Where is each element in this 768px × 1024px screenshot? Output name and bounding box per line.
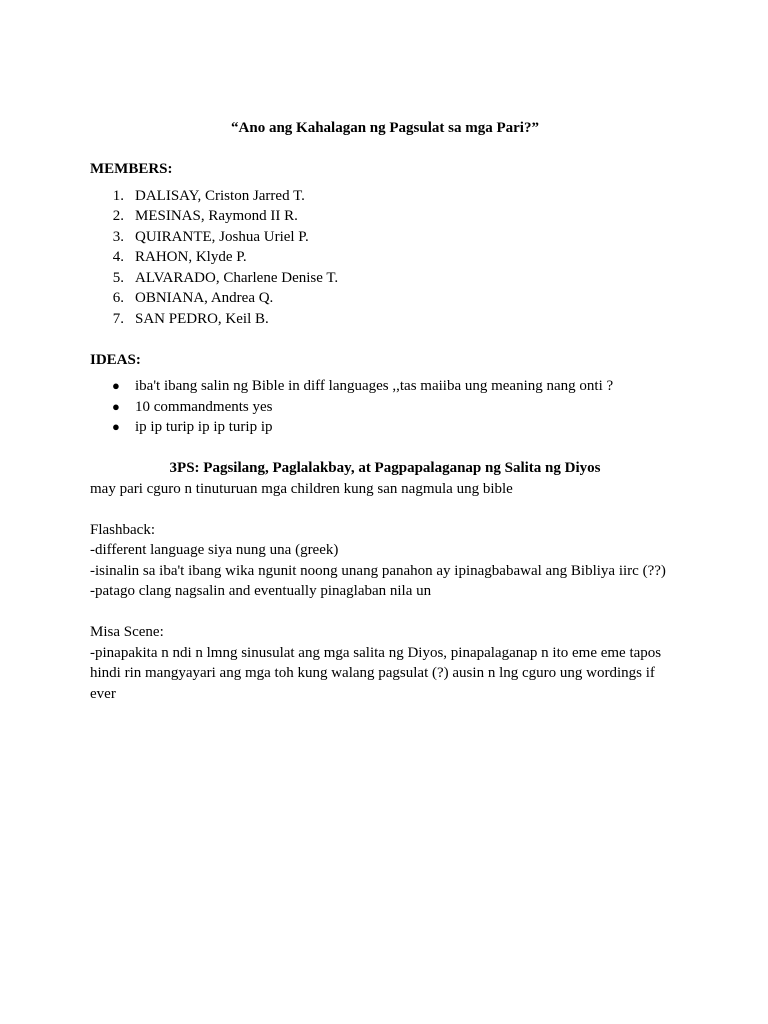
list-number: 5. [112, 269, 124, 286]
list-number: 6. [112, 290, 124, 306]
section-intro: may pari cguro n tinuturuan mga children kung san nagmula ung bible [90, 480, 513, 497]
member-name: ALVARADO, Charlene Denise T. [135, 269, 339, 286]
member-name: QUIRANTE, Joshua Uriel P. [135, 228, 309, 245]
idea-text: 10 commandments yes [135, 398, 273, 415]
member-name: RAHON, Klyde P. [135, 249, 247, 265]
member-name: DALISAY, Criston Jarred T. [135, 187, 305, 204]
flashback-line: -different language siya nung una (greek) [90, 542, 339, 558]
list-item [90, 376, 680, 397]
bullet-icon: ● [112, 419, 120, 434]
members-list [90, 186, 680, 330]
ideas-heading: IDEAS: [90, 351, 141, 368]
ideas-list [90, 376, 680, 438]
idea-text: iba't ibang salin ng Bible in diff languages ,,tas maiiba ung meaning nang onti ? [135, 378, 614, 394]
flashback-line: -isinalin sa iba't ibang wika ngunit noong unang panahon ay ipinagbabawal ang Bibliya iirc (??) [90, 562, 666, 579]
list-number: 3. [112, 228, 124, 245]
member-name: OBNIANA, Andrea Q. [135, 290, 274, 306]
member-name: SAN PEDRO, Keil B. [135, 310, 269, 327]
flashback-label: Flashback: [90, 521, 155, 538]
list-item [90, 309, 680, 330]
list-number: 7. [112, 310, 124, 327]
list-item [90, 247, 680, 268]
list-number: 4. [112, 249, 124, 265]
document-title: “Ano ang Kahalagan ng Pagsulat sa mga Pari?” [231, 120, 539, 136]
list-item [90, 397, 680, 418]
list-item [90, 417, 680, 438]
list-item [90, 227, 680, 248]
members-heading: MEMBERS: [90, 161, 173, 177]
list-item [90, 268, 680, 289]
bullet-icon: ● [112, 378, 120, 393]
list-number: 2. [112, 208, 124, 224]
misa-label: Misa Scene: [90, 624, 164, 640]
member-name: MESINAS, Raymond II R. [135, 208, 298, 224]
flashback-line: -patago clang nagsalin and eventually pinaglaban nila un [90, 583, 432, 599]
section-heading: 3PS: Pagsilang, Paglalakbay, at Pagpapalaganap ng Salita ng Diyos [169, 460, 601, 476]
list-item [90, 186, 680, 207]
document-page [90, 118, 680, 704]
list-number: 1. [112, 187, 124, 204]
misa-text: -pinapakita n ndi n lmng sinusulat ang mga salita ng Diyos, pinapalaganap n ito eme eme tapos hindi rin mangyayari ang mga toh kung walang pagsulat (?) ausin n lng cguro ung wordings if ever [90, 644, 662, 702]
list-item [90, 206, 680, 227]
bullet-icon: ● [112, 398, 120, 414]
idea-text: ip ip turip ip ip turip ip [135, 419, 273, 435]
list-item [90, 288, 680, 309]
